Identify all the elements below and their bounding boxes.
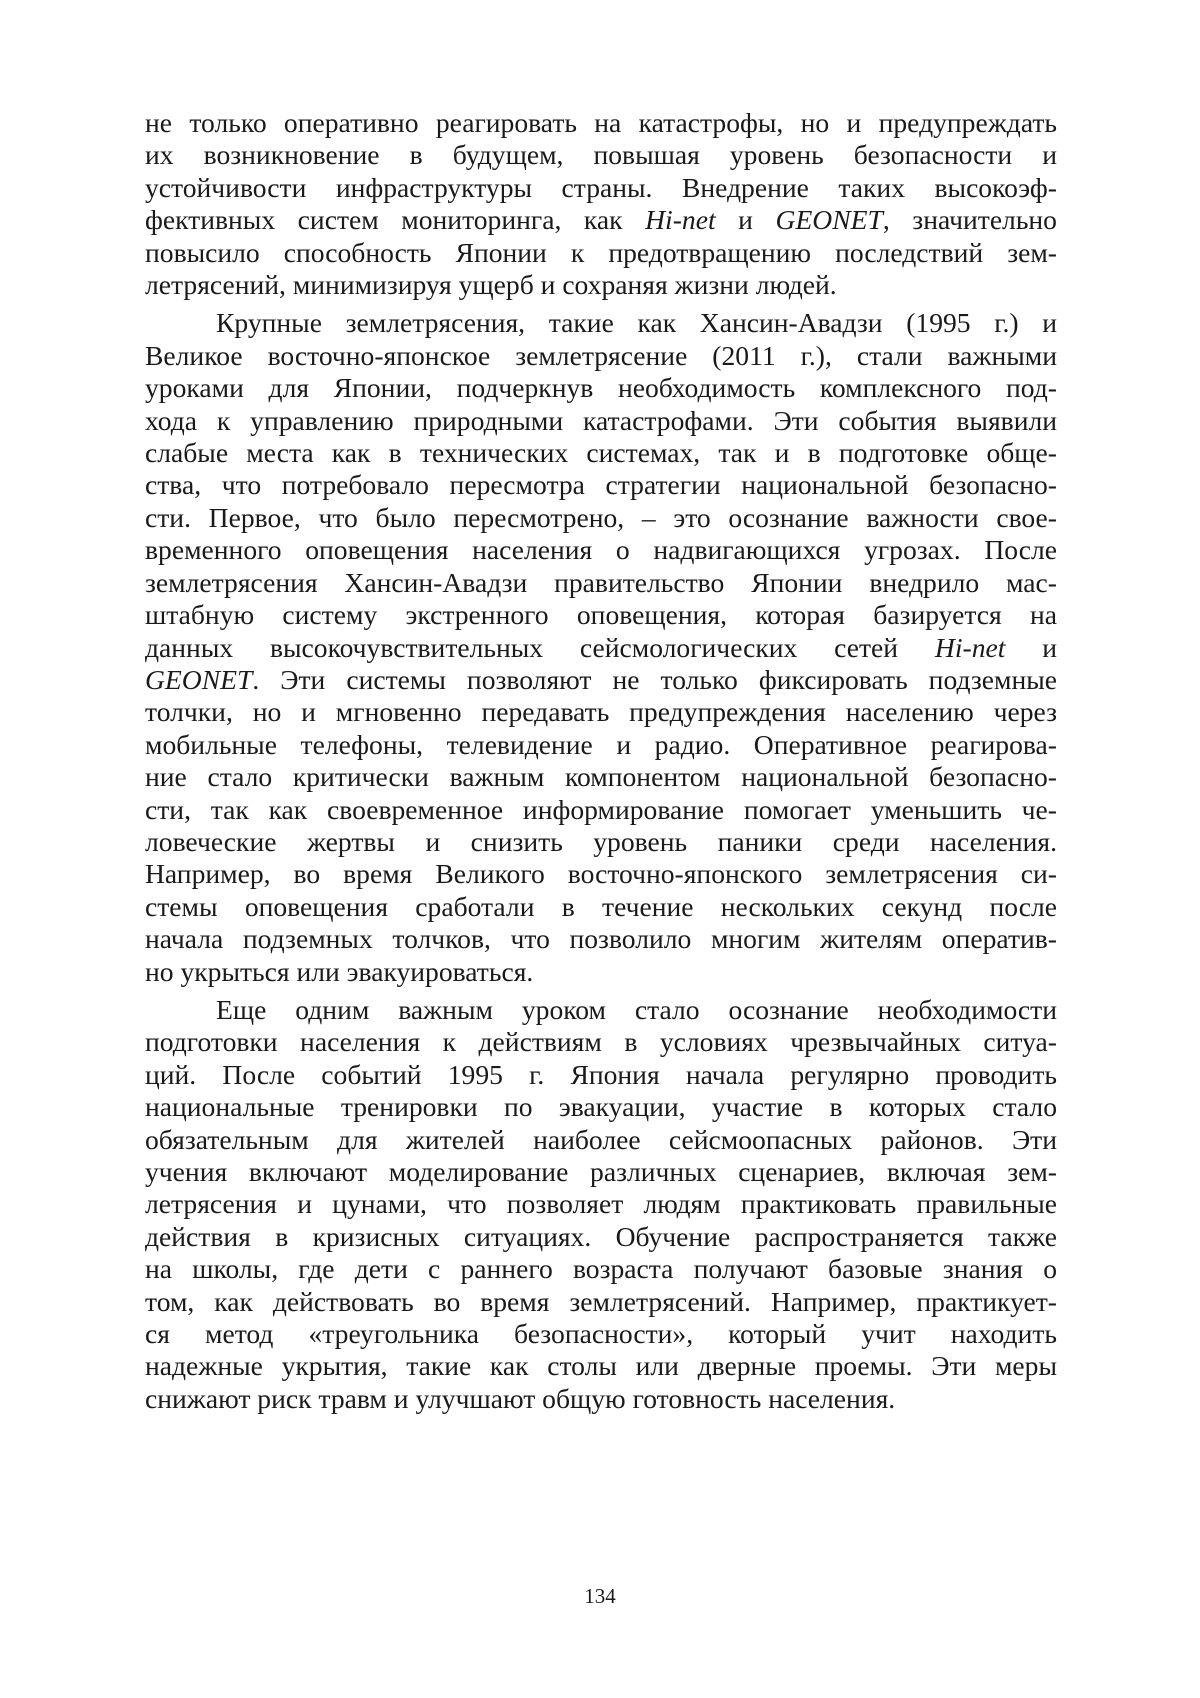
text-line: начала подземных толчков, что позволило многим жителям оператив- [145,923,1057,955]
text-line: действия в кризисных ситуациях. Обучение распространяется также [145,1221,1057,1253]
text-line: сти, так как своевременное информирование помогает уменьшить че- [145,794,1057,826]
text-line: но укрыться или эвакуироваться. [145,956,1057,988]
text-line: сти. Первое, что было пересмотрено, – это осознание важности свое- [145,502,1057,534]
text-line: устойчивости инфраструктуры страны. Внедрение таких высокоэф- [145,172,1057,204]
text-line: ства, что потребовало пересмотра стратегии национальной безопасно- [145,469,1057,501]
paragraph-3 [145,994,1057,1415]
text-line: толчки, но и мгновенно передавать предупреждения населению через [145,696,1057,728]
text-line: обязательным для жителей наиболее сейсмоопасных районов. Эти [145,1124,1057,1156]
text-line: штабную систему экстренного оповещения, которая базируется на [145,599,1057,631]
paragraph-1 [145,107,1057,301]
text-line: летрясения и цунами, что позволяет людям практиковать правильные [145,1188,1057,1220]
text-line: Крупные землетрясения, такие как Хансин-Авадзи (1995 г.) и [145,307,1057,339]
text-line: слабые места как в технических системах, так и в подготовке обще- [145,437,1057,469]
text-line: Еще одним важным уроком стало осознание необходимости [145,994,1057,1026]
text-line: надежные укрытия, такие как столы или дверные проемы. Эти меры [145,1350,1057,1382]
text-line: землетрясения Хансин-Авадзи правительство Японии внедрило мас- [145,567,1057,599]
text-line: временного оповещения населения о надвигающихся угрозах. После [145,534,1057,566]
text-line: ловеческие жертвы и снизить уровень паники среди населения. [145,826,1057,858]
paragraph-2 [145,307,1057,988]
page-number: 134 [0,1584,1200,1609]
text-line: не только оперативно реагировать на катастрофы, но и предупреждать [145,107,1057,139]
text-line: на школы, где дети с раннего возраста получают базовые знания о [145,1253,1057,1285]
text-line: стемы оповещения сработали в течение нескольких секунд после [145,891,1057,923]
text-line: мобильные телефоны, телевидение и радио. Оперативное реагирова- [145,729,1057,761]
text-line: Например, во время Великого восточно-японского землетрясения си- [145,858,1057,890]
text-line: GEONET. Эти системы позволяют не только фиксировать подземные [145,664,1057,696]
text-line: снижают риск травм и улучшают общую готовность населения. [145,1383,1057,1415]
text-line: ние стало критически важным компонентом национальной безопасно- [145,761,1057,793]
text-line: том, как действовать во время землетрясений. Например, практикует- [145,1286,1057,1318]
text-line: летрясений, минимизируя ущерб и сохраняя жизни людей. [145,269,1057,301]
text-line: ций. После событий 1995 г. Япония начала регулярно проводить [145,1059,1057,1091]
text-line: данных высокочувствительных сейсмологических сетей Hi-net и [145,632,1057,664]
text-line: повысило способность Японии к предотвращению последствий зем- [145,237,1057,269]
text-line: подготовки населения к действиям в условиях чрезвычайных ситуа- [145,1026,1057,1058]
text-line: их возникновение в будущем, повышая уровень безопасности и [145,139,1057,171]
text-line: уроками для Японии, подчеркнув необходимость комплексного под- [145,372,1057,404]
text-line: ся метод «треугольника безопасности», который учит находить [145,1318,1057,1350]
text-line: фективных систем мониторинга, как Hi-net и GEONET, значительно [145,204,1057,236]
document-body [145,107,1057,1421]
text-line: учения включают моделирование различных сценариев, включая зем- [145,1156,1057,1188]
text-line: Великое восточно-японское землетрясение (2011 г.), стали важными [145,340,1057,372]
text-line: хода к управлению природными катастрофами. Эти события выявили [145,405,1057,437]
text-line: национальные тренировки по эвакуации, участие в которых стало [145,1091,1057,1123]
